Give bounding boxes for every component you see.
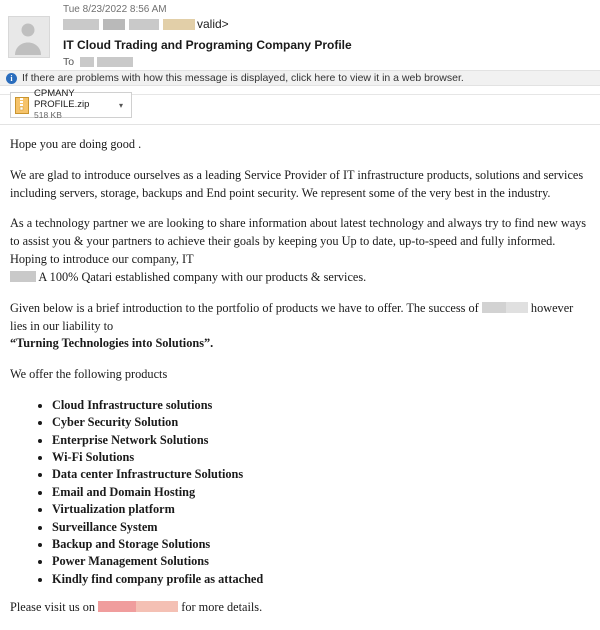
body-paragraph-2-part-a: As a technology partner we are looking to share information about latest technology and always try to find new ways to assist you & your partners to achieve their goals by keeping you Up to date, up-to-speed and fully informed. Hoping to introduce our company, IT bbox=[10, 216, 587, 267]
attachment-size: 518 KB bbox=[34, 110, 62, 121]
list-item: • Backup and Storage Solutions bbox=[52, 536, 588, 552]
body-footer bbox=[10, 599, 588, 617]
attachment-area bbox=[10, 88, 132, 121]
redacted-recipient-2 bbox=[97, 57, 133, 67]
body-paragraph-3-tagline: “Turning Technologies into Solutions”. bbox=[10, 336, 214, 351]
attachment-chip[interactable] bbox=[10, 88, 132, 121]
list-item: • Cloud Infrastructure solutions bbox=[52, 397, 588, 413]
to-label: To bbox=[63, 56, 75, 68]
redacted-sender-1 bbox=[63, 19, 99, 30]
redacted-company-name-3 bbox=[506, 302, 528, 313]
email-from[interactable] bbox=[63, 17, 229, 31]
list-item: • Data center Infrastructure Solutions bbox=[52, 466, 588, 482]
list-item: • Kindly find company profile as attached bbox=[52, 571, 588, 587]
attachment-divider bbox=[0, 124, 600, 125]
redacted-website-2 bbox=[136, 601, 178, 612]
email-date: Tue 8/23/2022 8:56 AM bbox=[63, 4, 167, 15]
body-paragraph-3 bbox=[10, 300, 588, 353]
attachment-name: CPMANY PROFILE.zip bbox=[34, 88, 90, 111]
list-item: • Virtualization platform bbox=[52, 501, 588, 517]
chevron-down-icon[interactable]: ▾ bbox=[118, 100, 123, 110]
body-footer-part-b: for more details. bbox=[181, 599, 263, 614]
redacted-company-name-1 bbox=[10, 271, 36, 282]
list-item: • Power Management Solutions bbox=[52, 553, 588, 569]
email-header bbox=[0, 0, 600, 95]
list-item: • Surveillance System bbox=[52, 519, 588, 535]
info-icon: i bbox=[6, 73, 17, 84]
list-item: • Cyber Security Solution bbox=[52, 414, 588, 430]
body-paragraph-3-part-b: however lies in our liability to bbox=[10, 300, 574, 333]
body-paragraph-2-part-b: A 100% Qatari established company with our products & services. bbox=[38, 269, 367, 284]
body-greeting: Hope you are doing good . bbox=[10, 137, 142, 151]
product-list bbox=[10, 397, 588, 587]
email-from-suffix: valid> bbox=[197, 17, 229, 31]
infobar-text: If there are problems with how this message is displayed, click here to view it in a web browser. bbox=[22, 72, 464, 84]
list-item: • Enterprise Network Solutions bbox=[52, 432, 588, 448]
redacted-sender-3 bbox=[129, 19, 159, 30]
body-paragraph-1: We are glad to introduce ourselves as a leading Service Provider of IT infrastructure products, solutions and services including servers, storage, backups and End point security. We represent some of the very best in the industry. bbox=[10, 167, 584, 200]
body-paragraph-2 bbox=[10, 215, 588, 286]
redacted-recipient-1 bbox=[80, 57, 94, 67]
email-subject: IT Cloud Trading and Programing Company Profile bbox=[63, 38, 352, 52]
attachment-info bbox=[34, 89, 115, 121]
email-body bbox=[0, 128, 600, 630]
body-paragraph-4: We offer the following products bbox=[10, 367, 168, 382]
list-item: • Wi-Fi Solutions bbox=[52, 449, 588, 465]
redacted-sender-2 bbox=[103, 19, 125, 30]
redacted-sender-4 bbox=[163, 19, 195, 30]
redacted-website-1 bbox=[98, 601, 136, 612]
redacted-company-name-2 bbox=[482, 302, 506, 313]
email-to[interactable] bbox=[63, 56, 133, 68]
avatar bbox=[8, 16, 50, 58]
body-paragraph-3-part-a: Given below is a brief introduction to the portfolio of products we have to offer. The success of bbox=[10, 300, 479, 315]
list-item: • Email and Domain Hosting bbox=[52, 484, 588, 500]
body-footer-part-a: Please visit us on bbox=[10, 599, 96, 614]
zip-file-icon bbox=[15, 97, 29, 114]
external-view-infobar[interactable] bbox=[0, 70, 600, 86]
